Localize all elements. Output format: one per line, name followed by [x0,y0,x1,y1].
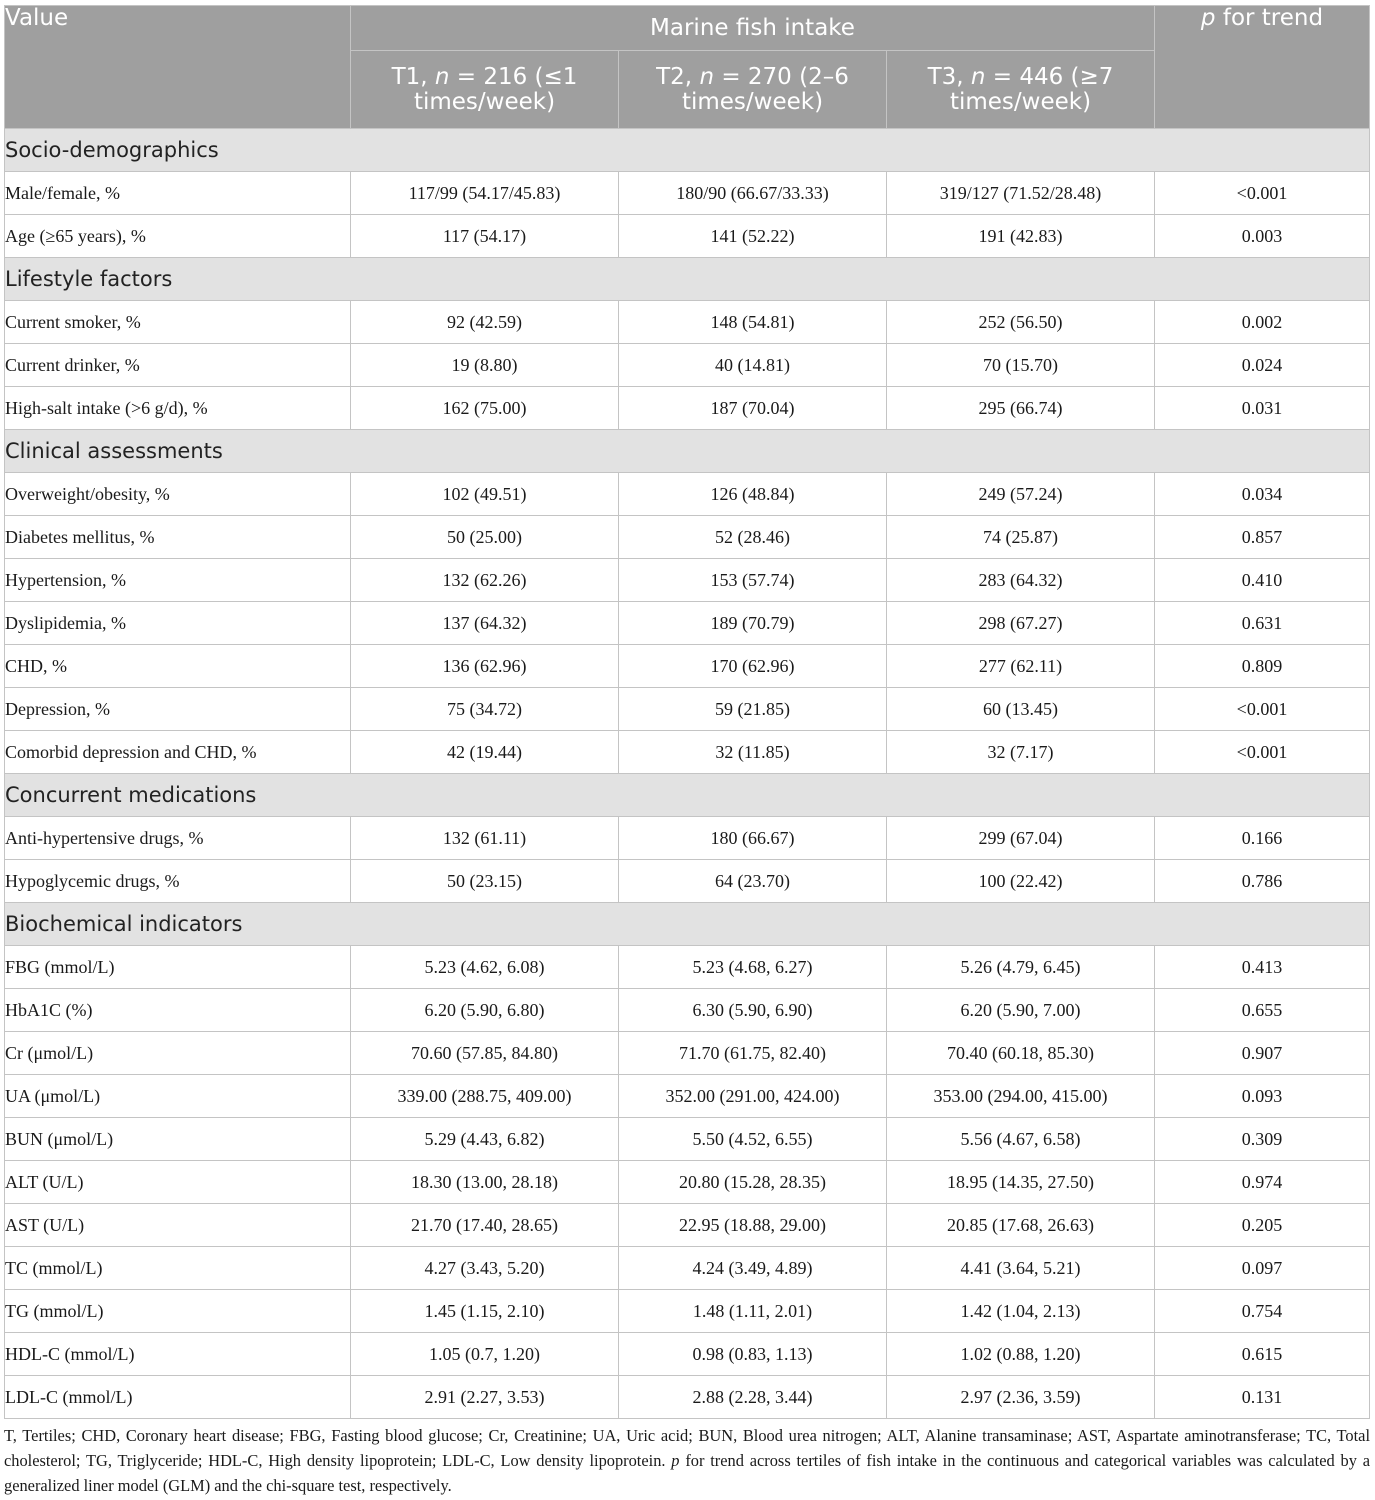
p-symbol: p [1200,5,1216,31]
table-row [5,645,1370,688]
tertile-1-value: 19 (8.80) [351,344,619,387]
tertile-3-value: 353.00 (294.00, 415.00) [887,1075,1155,1118]
table-row [5,387,1370,430]
table-row [5,1161,1370,1204]
row-label: Comorbid depression and CHD, % [5,731,351,774]
tertile-1-value: 5.23 (4.62, 6.08) [351,946,619,989]
tertile-2-name: T2, [656,63,700,90]
p-trend-value: 0.974 [1155,1161,1370,1204]
table-row [5,946,1370,989]
tertile-2-value: 1.48 (1.11, 2.01) [619,1290,887,1333]
p-trend-value: 0.024 [1155,344,1370,387]
tertile-3-value: 60 (13.45) [887,688,1155,731]
tertile-1-value: 117/99 (54.17/45.83) [351,172,619,215]
table-row [5,1333,1370,1376]
tertile-2-value: 40 (14.81) [619,344,887,387]
section-title: Socio-demographics [5,129,1370,172]
p-trend-value: 0.309 [1155,1118,1370,1161]
p-trend-value: 0.002 [1155,301,1370,344]
row-label: CHD, % [5,645,351,688]
table-row [5,602,1370,645]
p-trend-value: <0.001 [1155,731,1370,774]
section-title: Biochemical indicators [5,903,1370,946]
tertile-1-value: 50 (23.15) [351,860,619,903]
section-header-row [5,774,1370,817]
section-header-row [5,430,1370,473]
tertile-2-value: 180 (66.67) [619,817,887,860]
tertile-2-value: 6.30 (5.90, 6.90) [619,989,887,1032]
tertile-2-value: 189 (70.79) [619,602,887,645]
tertile-3-value: 298 (67.27) [887,602,1155,645]
p-trend-value: 0.786 [1155,860,1370,903]
row-label: TC (mmol/L) [5,1247,351,1290]
tertile-3-header [887,51,1155,129]
footnote-p-symbol: p [671,1451,680,1470]
row-label: Cr (μmol/L) [5,1032,351,1075]
table-row [5,1075,1370,1118]
tertile-3-value: 2.97 (2.36, 3.59) [887,1376,1155,1419]
tertile-1-value: 1.45 (1.15, 2.10) [351,1290,619,1333]
table-row [5,1376,1370,1419]
p-trend-value: 0.615 [1155,1333,1370,1376]
p-trend-value: 0.097 [1155,1247,1370,1290]
p-trend-value: <0.001 [1155,172,1370,215]
tertile-1-value: 42 (19.44) [351,731,619,774]
tertile-3-value: 4.41 (3.64, 5.21) [887,1247,1155,1290]
footnote-method: for trend across tertiles of fish intake in the continuous and categorical variables was calculated by a generalized liner model (GLM) and the chi-square test, respectively. [4,1451,1370,1495]
p-trend-value: 0.205 [1155,1204,1370,1247]
row-label: Dyslipidemia, % [5,602,351,645]
row-label: HDL-C (mmol/L) [5,1333,351,1376]
row-label: UA (μmol/L) [5,1075,351,1118]
tertile-2-value: 141 (52.22) [619,215,887,258]
p-trend-value: 0.031 [1155,387,1370,430]
table-row [5,817,1370,860]
p-trend-value: 0.003 [1155,215,1370,258]
p-trend-text: for trend [1215,5,1324,31]
table-row [5,344,1370,387]
row-label: Depression, % [5,688,351,731]
value-column-header: Value [5,6,351,129]
tertile-2-value: 170 (62.96) [619,645,887,688]
table-row [5,860,1370,903]
tertile-3-value: 1.42 (1.04, 2.13) [887,1290,1155,1333]
row-label: ALT (U/L) [5,1161,351,1204]
p-trend-value: 0.093 [1155,1075,1370,1118]
tertile-2-value: 20.80 (15.28, 28.35) [619,1161,887,1204]
tertile-3-value: 6.20 (5.90, 7.00) [887,989,1155,1032]
tertile-2-value: 153 (57.74) [619,559,887,602]
tertile-1-desc: = 216 (≤1 times/week) [413,63,578,115]
table-row [5,172,1370,215]
p-trend-value: 0.907 [1155,1032,1370,1075]
tertile-3-name: T3, [927,63,971,90]
tertile-1-value: 162 (75.00) [351,387,619,430]
tertile-3-value: 252 (56.50) [887,301,1155,344]
tertile-3-value: 5.26 (4.79, 6.45) [887,946,1155,989]
p-trend-value: 0.034 [1155,473,1370,516]
p-trend-value: 0.809 [1155,645,1370,688]
row-label: Male/female, % [5,172,351,215]
tertile-3-value: 74 (25.87) [887,516,1155,559]
tertile-2-value: 187 (70.04) [619,387,887,430]
p-trend-value: 0.857 [1155,516,1370,559]
tertile-3-value: 1.02 (0.88, 1.20) [887,1333,1155,1376]
data-table [4,5,1370,1419]
tertile-2-value: 64 (23.70) [619,860,887,903]
tertile-1-value: 75 (34.72) [351,688,619,731]
row-label: Hypoglycemic drugs, % [5,860,351,903]
tertile-2-value: 32 (11.85) [619,731,887,774]
tertile-1-value: 50 (25.00) [351,516,619,559]
tertile-3-value: 20.85 (17.68, 26.63) [887,1204,1155,1247]
row-label: Age (≥65 years), % [5,215,351,258]
table-row [5,301,1370,344]
section-header-row [5,129,1370,172]
tertile-1-value: 92 (42.59) [351,301,619,344]
p-trend-value: <0.001 [1155,688,1370,731]
row-label: Current drinker, % [5,344,351,387]
tertile-1-n-symbol: n [434,63,450,90]
tertile-3-value: 100 (22.42) [887,860,1155,903]
table-footnote [4,1423,1370,1498]
row-label: FBG (mmol/L) [5,946,351,989]
tertile-1-value: 1.05 (0.7, 1.20) [351,1333,619,1376]
p-trend-value: 0.410 [1155,559,1370,602]
section-header-row [5,903,1370,946]
table-row [5,688,1370,731]
table-row [5,731,1370,774]
tertile-3-value: 319/127 (71.52/28.48) [887,172,1155,215]
tertile-2-value: 352.00 (291.00, 424.00) [619,1075,887,1118]
tertile-1-value: 5.29 (4.43, 6.82) [351,1118,619,1161]
tertile-2-header [619,51,887,129]
tertile-1-value: 2.91 (2.27, 3.53) [351,1376,619,1419]
tertile-1-value: 136 (62.96) [351,645,619,688]
tertile-1-value: 18.30 (13.00, 28.18) [351,1161,619,1204]
row-label: Anti-hypertensive drugs, % [5,817,351,860]
tertile-2-desc: = 270 (2–6 times/week) [681,63,849,115]
table-row [5,1032,1370,1075]
section-title: Lifestyle factors [5,258,1370,301]
tertile-1-value: 137 (64.32) [351,602,619,645]
tertile-2-value: 180/90 (66.67/33.33) [619,172,887,215]
tertile-2-value: 148 (54.81) [619,301,887,344]
tertile-2-value: 0.98 (0.83, 1.13) [619,1333,887,1376]
tertile-3-value: 249 (57.24) [887,473,1155,516]
table-row [5,1204,1370,1247]
tertile-3-desc: = 446 (≥7 times/week) [949,63,1114,115]
tertile-1-value: 21.70 (17.40, 28.65) [351,1204,619,1247]
table-row [5,559,1370,602]
tertile-3-value: 283 (64.32) [887,559,1155,602]
tertile-2-value: 59 (21.85) [619,688,887,731]
p-trend-value: 0.413 [1155,946,1370,989]
row-label: Diabetes mellitus, % [5,516,351,559]
row-label: TG (mmol/L) [5,1290,351,1333]
tertile-2-value: 22.95 (18.88, 29.00) [619,1204,887,1247]
table-row [5,215,1370,258]
tertile-1-value: 132 (61.11) [351,817,619,860]
tertile-2-value: 5.50 (4.52, 6.55) [619,1118,887,1161]
tertile-2-n-symbol: n [699,63,715,90]
tertile-3-value: 277 (62.11) [887,645,1155,688]
table-body [5,129,1370,1419]
tertile-3-n-symbol: n [970,63,986,90]
tertile-3-value: 295 (66.74) [887,387,1155,430]
row-label: High-salt intake (>6 g/d), % [5,387,351,430]
section-title: Clinical assessments [5,430,1370,473]
table-row [5,989,1370,1032]
tertile-2-value: 126 (48.84) [619,473,887,516]
tertile-1-value: 339.00 (288.75, 409.00) [351,1075,619,1118]
tertile-3-value: 32 (7.17) [887,731,1155,774]
tertile-1-value: 4.27 (3.43, 5.20) [351,1247,619,1290]
tertile-1-header [351,51,619,129]
row-label: BUN (μmol/L) [5,1118,351,1161]
p-trend-value: 0.631 [1155,602,1370,645]
table-row [5,1290,1370,1333]
table-row [5,516,1370,559]
tertile-3-value: 70 (15.70) [887,344,1155,387]
fish-intake-group-header: Marine fish intake [351,6,1155,51]
p-trend-value: 0.131 [1155,1376,1370,1419]
section-header-row [5,258,1370,301]
row-label: LDL-C (mmol/L) [5,1376,351,1419]
table-row [5,1247,1370,1290]
tertile-1-value: 70.60 (57.85, 84.80) [351,1032,619,1075]
row-label: Hypertension, % [5,559,351,602]
tertile-2-value: 71.70 (61.75, 82.40) [619,1032,887,1075]
section-title: Concurrent medications [5,774,1370,817]
tertile-2-value: 5.23 (4.68, 6.27) [619,946,887,989]
row-label: Overweight/obesity, % [5,473,351,516]
tertile-1-value: 117 (54.17) [351,215,619,258]
tertile-3-value: 18.95 (14.35, 27.50) [887,1161,1155,1204]
tertile-1-value: 6.20 (5.90, 6.80) [351,989,619,1032]
tertile-2-value: 4.24 (3.49, 4.89) [619,1247,887,1290]
tertile-3-value: 299 (67.04) [887,817,1155,860]
tertile-3-value: 191 (42.83) [887,215,1155,258]
tertile-2-value: 52 (28.46) [619,516,887,559]
row-label: AST (U/L) [5,1204,351,1247]
tertile-3-value: 5.56 (4.67, 6.58) [887,1118,1155,1161]
p-trend-value: 0.166 [1155,817,1370,860]
table-row [5,473,1370,516]
footnote-abbreviations: T, Tertiles; CHD, Coronary heart disease; FBG, Fasting blood glucose; Cr, Creatinine; UA, Uric acid; BUN, Blood urea nitrogen; ALT, Alanine transaminase; AST, Aspartate aminotransferase; TC, Total cholesterol; TG, Triglyceride; HDL-C, High density lipoprotein; LDL-C, Low density lipoprotein. [4,1426,1370,1470]
row-label: Current smoker, % [5,301,351,344]
p-trend-column-header [1155,6,1370,129]
table-row [5,1118,1370,1161]
tertile-1-value: 102 (49.51) [351,473,619,516]
tertile-1-value: 132 (62.26) [351,559,619,602]
tertile-1-name: T1, [391,63,435,90]
tertile-2-value: 2.88 (2.28, 3.44) [619,1376,887,1419]
row-label: HbA1C (%) [5,989,351,1032]
tertile-3-value: 70.40 (60.18, 85.30) [887,1032,1155,1075]
p-trend-value: 0.754 [1155,1290,1370,1333]
p-trend-value: 0.655 [1155,989,1370,1032]
